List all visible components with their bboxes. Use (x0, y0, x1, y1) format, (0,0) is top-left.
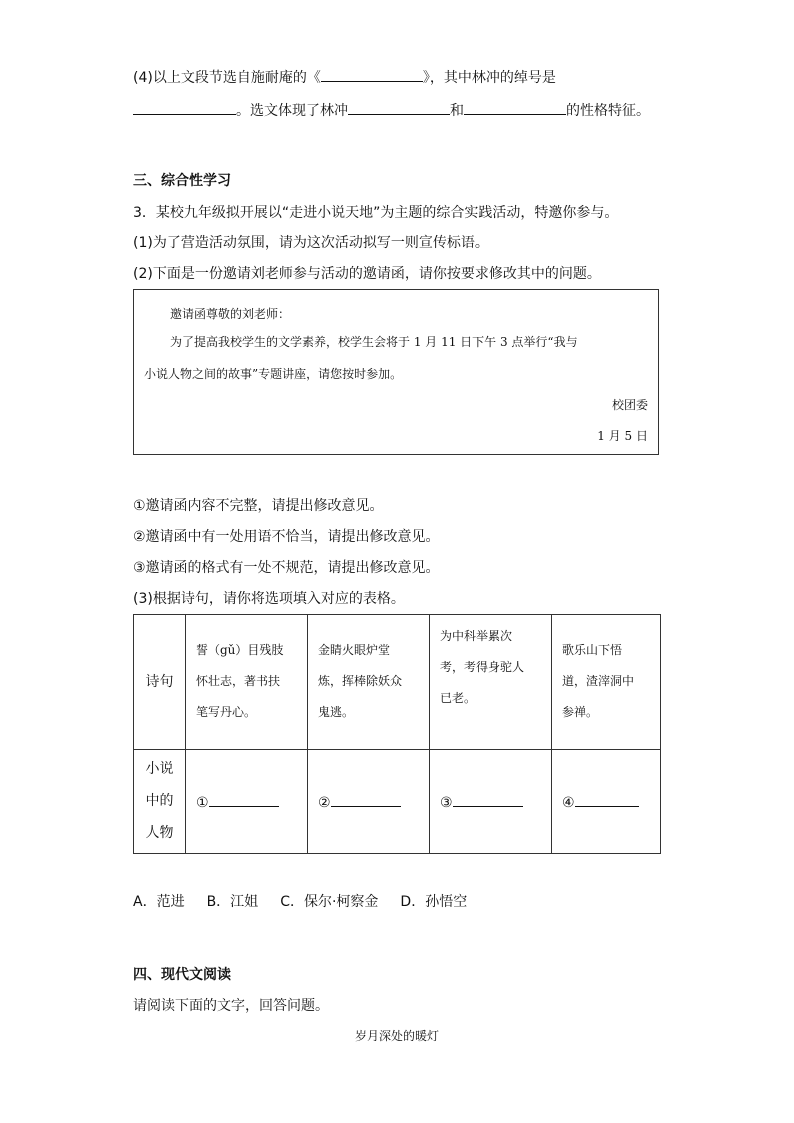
row-header-line: 小说 (145, 761, 174, 778)
section4-intro: 请阅读下面的文字，回答问题。 (133, 998, 329, 1014)
answer-number: ④ (562, 794, 575, 811)
answer-number: ① (196, 794, 209, 811)
row-header-line: 人物 (145, 825, 174, 842)
table-row (134, 749, 661, 853)
answer-blank[interactable] (133, 100, 236, 115)
letter-body-line1: 为了提高我校学生的文学素养，校学生会将于 1 月 11 日下午 3 点举行“我与 (170, 335, 578, 349)
poem-line: 誓（gǔ）目残肢 (196, 643, 284, 658)
poem-cell-3 (430, 615, 552, 750)
poem-line: 参禅。 (562, 705, 599, 720)
answer-cell-4 (552, 749, 661, 853)
letter-signature: 校团委 (611, 398, 648, 412)
answer-blank[interactable] (348, 100, 450, 115)
poem-cell-4 (552, 615, 661, 750)
poem-line: 炼，挥棒除妖众 (318, 674, 403, 689)
q4-text: 。选文体现了林冲 (236, 103, 348, 119)
answer-blank[interactable] (575, 792, 639, 807)
poem-line: 为中科举累次 (440, 629, 513, 643)
poem-line: 笔写丹心。 (196, 705, 257, 720)
answer-blank[interactable] (321, 67, 423, 82)
q4-text: 和 (450, 103, 464, 119)
answer-number: ③ (440, 794, 453, 811)
poem-line: 考，考得身驼人 (440, 660, 525, 674)
answer-blank[interactable] (209, 792, 279, 807)
q4-text: 》，其中林冲的绰号是 (422, 70, 556, 86)
option-d: D．孙悟空 (400, 894, 468, 910)
poem-line: 已老。 (440, 691, 477, 705)
answer-number: ② (318, 794, 331, 811)
row-header-character (134, 749, 186, 853)
row-header-poem: 诗句 (134, 615, 186, 750)
answer-blank[interactable] (331, 792, 401, 807)
poem-line: 歌乐山下悟 (562, 643, 623, 658)
article-title: 岁月深处的暖灯 (354, 1029, 439, 1043)
subquestion-2: (2)下面是一份邀请刘老师参与活动的邀请函，请你按要求修改其中的问题。 (133, 266, 601, 282)
section4-heading: 四、现代文阅读 (133, 967, 231, 983)
option-a: A．范进 (133, 894, 185, 910)
options-row (133, 893, 467, 911)
q4-text: 的性格特征。 (566, 103, 650, 119)
revision-item-3: ③邀请函的格式有一处不规范，请提出修改意见。 (133, 560, 440, 576)
answer-cell-1 (186, 749, 308, 853)
answer-blank[interactable] (453, 792, 523, 807)
table-row (134, 615, 661, 750)
q4-line1 (133, 67, 556, 87)
answer-blank[interactable] (464, 100, 566, 115)
answer-cell-2 (308, 749, 430, 853)
poem-line: 道，渣滓洞中 (562, 674, 635, 689)
section3-heading: 三、综合性学习 (133, 173, 231, 189)
letter-date: 1 月 5 日 (597, 429, 648, 443)
poem-line: 鬼逃。 (318, 705, 355, 720)
subquestion-3: (3)根据诗句，请你将选项填入对应的表格。 (133, 591, 405, 607)
q4-text: (4)以上文段节选自施耐庵的《 (133, 70, 321, 86)
poem-character-table (133, 614, 661, 854)
revision-item-1: ①邀请函内容不完整，请提出修改意见。 (133, 498, 384, 514)
letter-body-line2: 小说人物之间的故事”专题讲座，请您按时参加。 (144, 367, 403, 381)
option-b: B．江姐 (206, 894, 259, 910)
subquestion-1: (1)为了营造活动氛围，请为这次活动拟写一则宣传标语。 (133, 235, 489, 251)
revision-item-2: ②邀请函中有一处用语不恰当，请提出修改意见。 (133, 529, 440, 545)
section3-intro: 3．某校九年级拟开展以“走进小说天地”为主题的综合实践活动，特邀你参与。 (133, 205, 619, 221)
poem-line: 怀壮志，著书扶 (196, 674, 281, 689)
invitation-letter (133, 289, 659, 455)
poem-cell-2 (308, 615, 430, 750)
poem-line: 金睛火眼炉堂 (318, 643, 391, 658)
option-c: C．保尔·柯察金 (280, 894, 379, 910)
answer-cell-3 (430, 749, 552, 853)
poem-cell-1 (186, 615, 308, 750)
letter-greeting: 邀请函尊敬的刘老师： (170, 307, 291, 321)
q4-line2 (133, 100, 650, 120)
row-header-line: 中的 (145, 793, 174, 810)
